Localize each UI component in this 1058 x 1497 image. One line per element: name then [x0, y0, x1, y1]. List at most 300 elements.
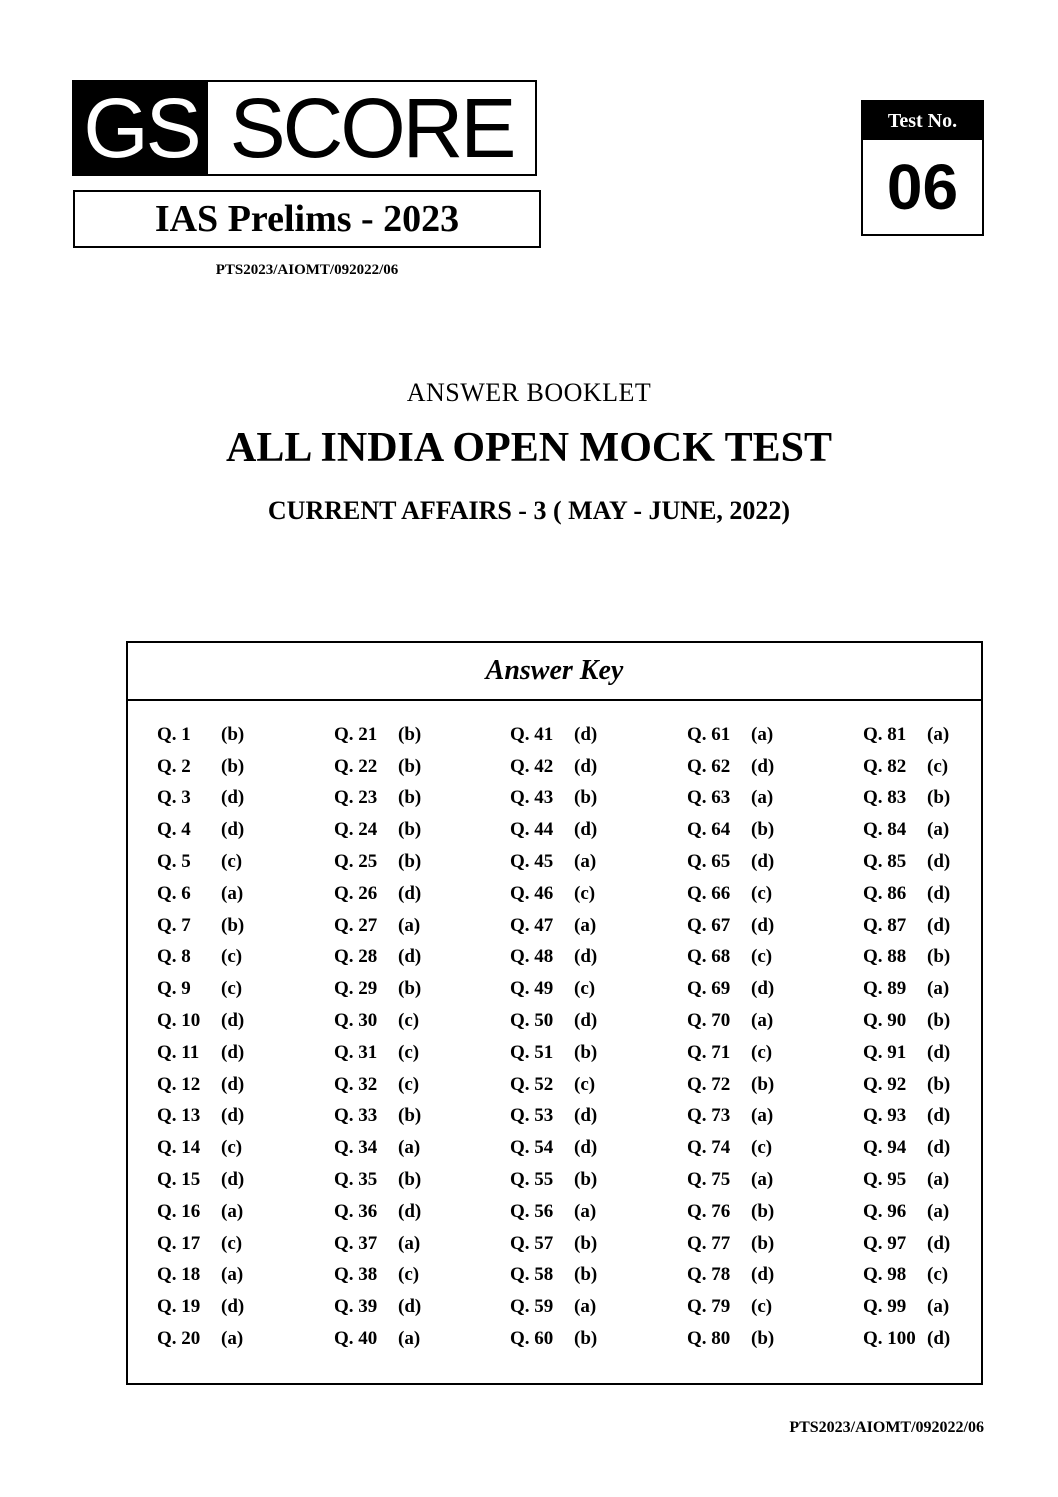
answer-row [863, 814, 1033, 846]
answer-key-heading: Answer Key [128, 643, 981, 701]
answer-row [687, 973, 857, 1005]
answer-option: (c) [574, 978, 596, 1000]
answer-option: (a) [221, 1328, 244, 1350]
answer-row [157, 1037, 327, 1069]
answer-row [334, 1323, 504, 1355]
question-number: Q. 60 [510, 1328, 554, 1350]
question-number: Q. 51 [510, 1041, 554, 1063]
answer-option: (c) [751, 946, 773, 968]
question-number: Q. 96 [863, 1200, 907, 1222]
answer-row [510, 1323, 680, 1355]
answer-option: (b) [751, 819, 775, 841]
answer-row [157, 814, 327, 846]
question-number: Q. 100 [863, 1328, 916, 1350]
main-title: ALL INDIA OPEN MOCK TEST [225, 425, 833, 471]
question-number: Q. 79 [687, 1296, 731, 1318]
question-number: Q. 26 [334, 882, 378, 904]
answer-option: (b) [574, 1041, 598, 1063]
answer-option: (b) [574, 1232, 598, 1254]
answer-row [687, 1037, 857, 1069]
answer-option: (d) [574, 1105, 598, 1127]
answer-option: (b) [927, 787, 951, 809]
answer-row [863, 1132, 1033, 1164]
question-number: Q. 32 [334, 1073, 378, 1095]
question-number: Q. 56 [510, 1200, 554, 1222]
answer-row [157, 973, 327, 1005]
answer-option: (d) [398, 882, 422, 904]
question-number: Q. 50 [510, 1010, 554, 1032]
answer-row [510, 1037, 680, 1069]
answer-option: (d) [398, 946, 422, 968]
answer-option: (d) [927, 914, 951, 936]
answer-option: (b) [398, 851, 422, 873]
question-number: Q. 70 [687, 1010, 731, 1032]
question-number: Q. 9 [157, 978, 191, 1000]
question-number: Q. 75 [687, 1169, 731, 1191]
answer-option: (c) [221, 978, 243, 1000]
answer-option: (b) [221, 723, 245, 745]
answer-row [687, 1132, 857, 1164]
question-number: Q. 68 [687, 946, 731, 968]
answer-option: (a) [927, 978, 950, 1000]
question-number: Q. 95 [863, 1169, 907, 1191]
answer-option: (d) [927, 882, 951, 904]
answer-row [687, 1069, 857, 1101]
question-number: Q. 17 [157, 1232, 201, 1254]
question-number: Q. 64 [687, 819, 731, 841]
answer-row [157, 942, 327, 974]
question-number: Q. 77 [687, 1232, 731, 1254]
answer-option: (b) [398, 723, 422, 745]
answer-row [334, 878, 504, 910]
question-number: Q. 12 [157, 1073, 201, 1095]
answer-row [510, 942, 680, 974]
question-number: Q. 30 [334, 1010, 378, 1032]
question-number: Q. 81 [863, 723, 907, 745]
test-label: Test No. [863, 102, 982, 140]
question-number: Q. 8 [157, 946, 191, 968]
answer-row [334, 942, 504, 974]
answer-option: (d) [574, 1010, 598, 1032]
answer-row [510, 1260, 680, 1292]
answer-row [157, 751, 327, 783]
answer-row [863, 878, 1033, 910]
answer-option: (d) [927, 1232, 951, 1254]
answer-row [334, 719, 504, 751]
answer-option: (b) [221, 914, 245, 936]
question-number: Q. 66 [687, 882, 731, 904]
answer-row [157, 1196, 327, 1228]
answer-row [334, 1291, 504, 1323]
answer-option: (d) [221, 1296, 245, 1318]
answer-option: (a) [927, 723, 950, 745]
answer-row [334, 1228, 504, 1260]
answer-row [157, 1323, 327, 1355]
question-number: Q. 63 [687, 787, 731, 809]
answer-row [157, 1260, 327, 1292]
answer-option: (a) [751, 787, 774, 809]
answer-option: (c) [927, 755, 949, 777]
answer-option: (c) [398, 1010, 420, 1032]
answer-row [510, 1228, 680, 1260]
answer-row [863, 751, 1033, 783]
answer-row [863, 973, 1033, 1005]
answer-row [863, 1164, 1033, 1196]
answer-row [510, 783, 680, 815]
answer-option: (a) [574, 1296, 597, 1318]
answer-option: (c) [398, 1073, 420, 1095]
answer-option: (d) [221, 1041, 245, 1063]
answer-option: (c) [927, 1264, 949, 1286]
question-number: Q. 29 [334, 978, 378, 1000]
question-number: Q. 34 [334, 1137, 378, 1159]
answer-option: (a) [927, 1169, 950, 1191]
answer-option: (b) [398, 755, 422, 777]
question-number: Q. 83 [863, 787, 907, 809]
answer-option: (a) [574, 914, 597, 936]
answer-option: (d) [574, 755, 598, 777]
answer-option: (d) [751, 755, 775, 777]
question-number: Q. 80 [687, 1328, 731, 1350]
answer-option: (a) [398, 1232, 421, 1254]
answer-row [334, 910, 504, 942]
answer-row [157, 1291, 327, 1323]
answer-column [510, 719, 680, 1355]
question-number: Q. 3 [157, 787, 191, 809]
answer-column [157, 719, 327, 1355]
answer-option: (a) [927, 819, 950, 841]
answer-option: (d) [574, 946, 598, 968]
answer-option: (a) [574, 1200, 597, 1222]
answer-row [334, 1037, 504, 1069]
answer-row [687, 1196, 857, 1228]
question-number: Q. 25 [334, 851, 378, 873]
answer-row [334, 1005, 504, 1037]
question-number: Q. 2 [157, 755, 191, 777]
answer-row [510, 1164, 680, 1196]
question-number: Q. 22 [334, 755, 378, 777]
answer-column [687, 719, 857, 1355]
answer-row [510, 1196, 680, 1228]
answer-row [157, 1228, 327, 1260]
answer-row [157, 910, 327, 942]
answer-row [687, 1101, 857, 1133]
answer-column [334, 719, 504, 1355]
document-code-top: PTS2023/AIOMT/092022/06 [215, 262, 399, 278]
question-number: Q. 94 [863, 1137, 907, 1159]
answer-option: (a) [927, 1200, 950, 1222]
answer-row [687, 814, 857, 846]
question-number: Q. 41 [510, 723, 554, 745]
answer-option: (c) [398, 1264, 420, 1286]
answer-option: (c) [574, 1073, 596, 1095]
answer-row [687, 1323, 857, 1355]
question-number: Q. 47 [510, 914, 554, 936]
answer-row [687, 1260, 857, 1292]
question-number: Q. 1 [157, 723, 191, 745]
answer-row [334, 973, 504, 1005]
document-code-bottom: PTS2023/AIOMT/092022/06 [789, 1419, 984, 1436]
answer-option: (b) [398, 819, 422, 841]
answer-option: (d) [927, 1328, 951, 1350]
question-number: Q. 10 [157, 1010, 201, 1032]
answer-option: (d) [221, 1105, 245, 1127]
answer-row [863, 1260, 1033, 1292]
question-number: Q. 90 [863, 1010, 907, 1032]
answer-row [510, 1101, 680, 1133]
question-number: Q. 18 [157, 1264, 201, 1286]
answer-option: (c) [221, 946, 243, 968]
question-number: Q. 24 [334, 819, 378, 841]
answer-row [334, 1164, 504, 1196]
question-number: Q. 73 [687, 1105, 731, 1127]
question-number: Q. 76 [687, 1200, 731, 1222]
question-number: Q. 42 [510, 755, 554, 777]
answer-option: (a) [398, 1328, 421, 1350]
answer-option: (b) [398, 787, 422, 809]
answer-row [510, 751, 680, 783]
answer-row [863, 1069, 1033, 1101]
answer-row [334, 1260, 504, 1292]
question-number: Q. 61 [687, 723, 731, 745]
answer-option: (b) [574, 1169, 598, 1191]
question-number: Q. 7 [157, 914, 191, 936]
answer-row [687, 878, 857, 910]
question-number: Q. 71 [687, 1041, 731, 1063]
answer-option: (b) [574, 787, 598, 809]
answer-row [334, 846, 504, 878]
answer-option: (b) [398, 1105, 422, 1127]
answer-option: (d) [927, 851, 951, 873]
answer-row [157, 1069, 327, 1101]
question-number: Q. 28 [334, 946, 378, 968]
answer-option: (d) [574, 1137, 598, 1159]
exam-title: IAS Prelims - 2023 [73, 190, 541, 248]
answer-row [334, 1196, 504, 1228]
answer-row [687, 942, 857, 974]
answer-option: (b) [927, 1010, 951, 1032]
question-number: Q. 13 [157, 1105, 201, 1127]
answer-row [510, 846, 680, 878]
answer-option: (d) [751, 914, 775, 936]
answer-option: (d) [221, 1010, 245, 1032]
question-number: Q. 91 [863, 1041, 907, 1063]
answer-row [334, 1132, 504, 1164]
section-subtitle: CURRENT AFFAIRS - 3 ( MAY - JUNE, 2022) [267, 496, 791, 525]
logo-gs-text: GS [74, 82, 208, 174]
answer-row [863, 719, 1033, 751]
answer-row [510, 973, 680, 1005]
question-number: Q. 52 [510, 1073, 554, 1095]
answer-row [863, 1037, 1033, 1069]
answer-option: (a) [221, 1264, 244, 1286]
question-number: Q. 49 [510, 978, 554, 1000]
answer-row [863, 1228, 1033, 1260]
question-number: Q. 21 [334, 723, 378, 745]
answer-row [157, 1101, 327, 1133]
answer-row [510, 910, 680, 942]
answer-row [510, 1132, 680, 1164]
answer-option: (b) [574, 1328, 598, 1350]
question-number: Q. 99 [863, 1296, 907, 1318]
answer-option: (a) [751, 1010, 774, 1032]
question-number: Q. 16 [157, 1200, 201, 1222]
answer-row [510, 1069, 680, 1101]
answer-option: (d) [574, 819, 598, 841]
gs-score-logo [72, 80, 537, 176]
answer-option: (a) [927, 1296, 950, 1318]
answer-option: (c) [751, 1137, 773, 1159]
question-number: Q. 92 [863, 1073, 907, 1095]
question-number: Q. 40 [334, 1328, 378, 1350]
answer-row [157, 719, 327, 751]
answer-option: (c) [221, 851, 243, 873]
answer-row [863, 1291, 1033, 1323]
question-number: Q. 93 [863, 1105, 907, 1127]
question-number: Q. 62 [687, 755, 731, 777]
answer-row [157, 878, 327, 910]
question-number: Q. 20 [157, 1328, 201, 1350]
answer-column [863, 719, 1033, 1355]
question-number: Q. 6 [157, 882, 191, 904]
answer-option: (b) [574, 1264, 598, 1286]
answer-row [687, 1164, 857, 1196]
answer-row [687, 719, 857, 751]
answer-row [687, 1291, 857, 1323]
answer-option: (d) [221, 819, 245, 841]
answer-option: (b) [751, 1200, 775, 1222]
question-number: Q. 88 [863, 946, 907, 968]
question-number: Q. 69 [687, 978, 731, 1000]
answer-row [687, 1005, 857, 1037]
answer-row [334, 1069, 504, 1101]
question-number: Q. 86 [863, 882, 907, 904]
answer-row [863, 910, 1033, 942]
answer-option: (d) [574, 723, 598, 745]
question-number: Q. 53 [510, 1105, 554, 1127]
question-number: Q. 46 [510, 882, 554, 904]
question-number: Q. 14 [157, 1137, 201, 1159]
answer-option: (b) [398, 1169, 422, 1191]
answer-key-grid [128, 719, 981, 1359]
answer-row [157, 1164, 327, 1196]
answer-option: (c) [751, 1041, 773, 1063]
answer-option: (c) [751, 882, 773, 904]
question-number: Q. 33 [334, 1105, 378, 1127]
answer-row [157, 783, 327, 815]
answer-option: (d) [221, 787, 245, 809]
answer-option: (a) [751, 723, 774, 745]
question-number: Q. 11 [157, 1041, 200, 1063]
test-number-box [861, 100, 984, 236]
question-number: Q. 27 [334, 914, 378, 936]
question-number: Q. 23 [334, 787, 378, 809]
question-number: Q. 58 [510, 1264, 554, 1286]
answer-key-panel [126, 641, 983, 1385]
question-number: Q. 15 [157, 1169, 201, 1191]
answer-option: (b) [751, 1232, 775, 1254]
answer-option: (b) [751, 1328, 775, 1350]
answer-row [510, 814, 680, 846]
answer-row [687, 751, 857, 783]
answer-row [157, 846, 327, 878]
answer-row [687, 783, 857, 815]
question-number: Q. 84 [863, 819, 907, 841]
question-number: Q. 59 [510, 1296, 554, 1318]
answer-row [334, 1101, 504, 1133]
answer-row [687, 846, 857, 878]
answer-row [510, 1291, 680, 1323]
answer-row [863, 1101, 1033, 1133]
answer-row [863, 1005, 1033, 1037]
question-number: Q. 48 [510, 946, 554, 968]
answer-option: (d) [751, 1264, 775, 1286]
question-number: Q. 37 [334, 1232, 378, 1254]
answer-option: (d) [927, 1041, 951, 1063]
answer-option: (c) [398, 1041, 420, 1063]
question-number: Q. 57 [510, 1232, 554, 1254]
question-number: Q. 82 [863, 755, 907, 777]
question-number: Q. 45 [510, 851, 554, 873]
question-number: Q. 97 [863, 1232, 907, 1254]
answer-row [510, 878, 680, 910]
question-number: Q. 67 [687, 914, 731, 936]
answer-option: (a) [221, 882, 244, 904]
answer-option: (b) [927, 1073, 951, 1095]
answer-option: (c) [751, 1296, 773, 1318]
question-number: Q. 74 [687, 1137, 731, 1159]
question-number: Q. 19 [157, 1296, 201, 1318]
question-number: Q. 65 [687, 851, 731, 873]
question-number: Q. 43 [510, 787, 554, 809]
answer-row [510, 1005, 680, 1037]
question-number: Q. 85 [863, 851, 907, 873]
question-number: Q. 31 [334, 1041, 378, 1063]
answer-option: (a) [221, 1200, 244, 1222]
question-number: Q. 5 [157, 851, 191, 873]
question-number: Q. 72 [687, 1073, 731, 1095]
question-number: Q. 38 [334, 1264, 378, 1286]
booklet-title: ANSWER BOOKLET [406, 378, 652, 407]
answer-option: (d) [398, 1200, 422, 1222]
question-number: Q. 4 [157, 819, 191, 841]
answer-row [863, 846, 1033, 878]
question-number: Q. 36 [334, 1200, 378, 1222]
answer-option: (d) [751, 851, 775, 873]
answer-option: (a) [398, 1137, 421, 1159]
answer-row [863, 783, 1033, 815]
question-number: Q. 54 [510, 1137, 554, 1159]
answer-row [334, 751, 504, 783]
answer-row [157, 1005, 327, 1037]
answer-option: (d) [221, 1073, 245, 1095]
answer-option: (d) [398, 1296, 422, 1318]
question-number: Q. 39 [334, 1296, 378, 1318]
answer-option: (a) [751, 1105, 774, 1127]
answer-option: (d) [751, 978, 775, 1000]
answer-option: (d) [927, 1137, 951, 1159]
question-number: Q. 78 [687, 1264, 731, 1286]
answer-option: (c) [221, 1137, 243, 1159]
question-number: Q. 89 [863, 978, 907, 1000]
answer-option: (a) [398, 914, 421, 936]
answer-option: (b) [398, 978, 422, 1000]
answer-option: (b) [221, 755, 245, 777]
answer-row [510, 719, 680, 751]
answer-row [157, 1132, 327, 1164]
answer-option: (a) [574, 851, 597, 873]
answer-option: (b) [751, 1073, 775, 1095]
